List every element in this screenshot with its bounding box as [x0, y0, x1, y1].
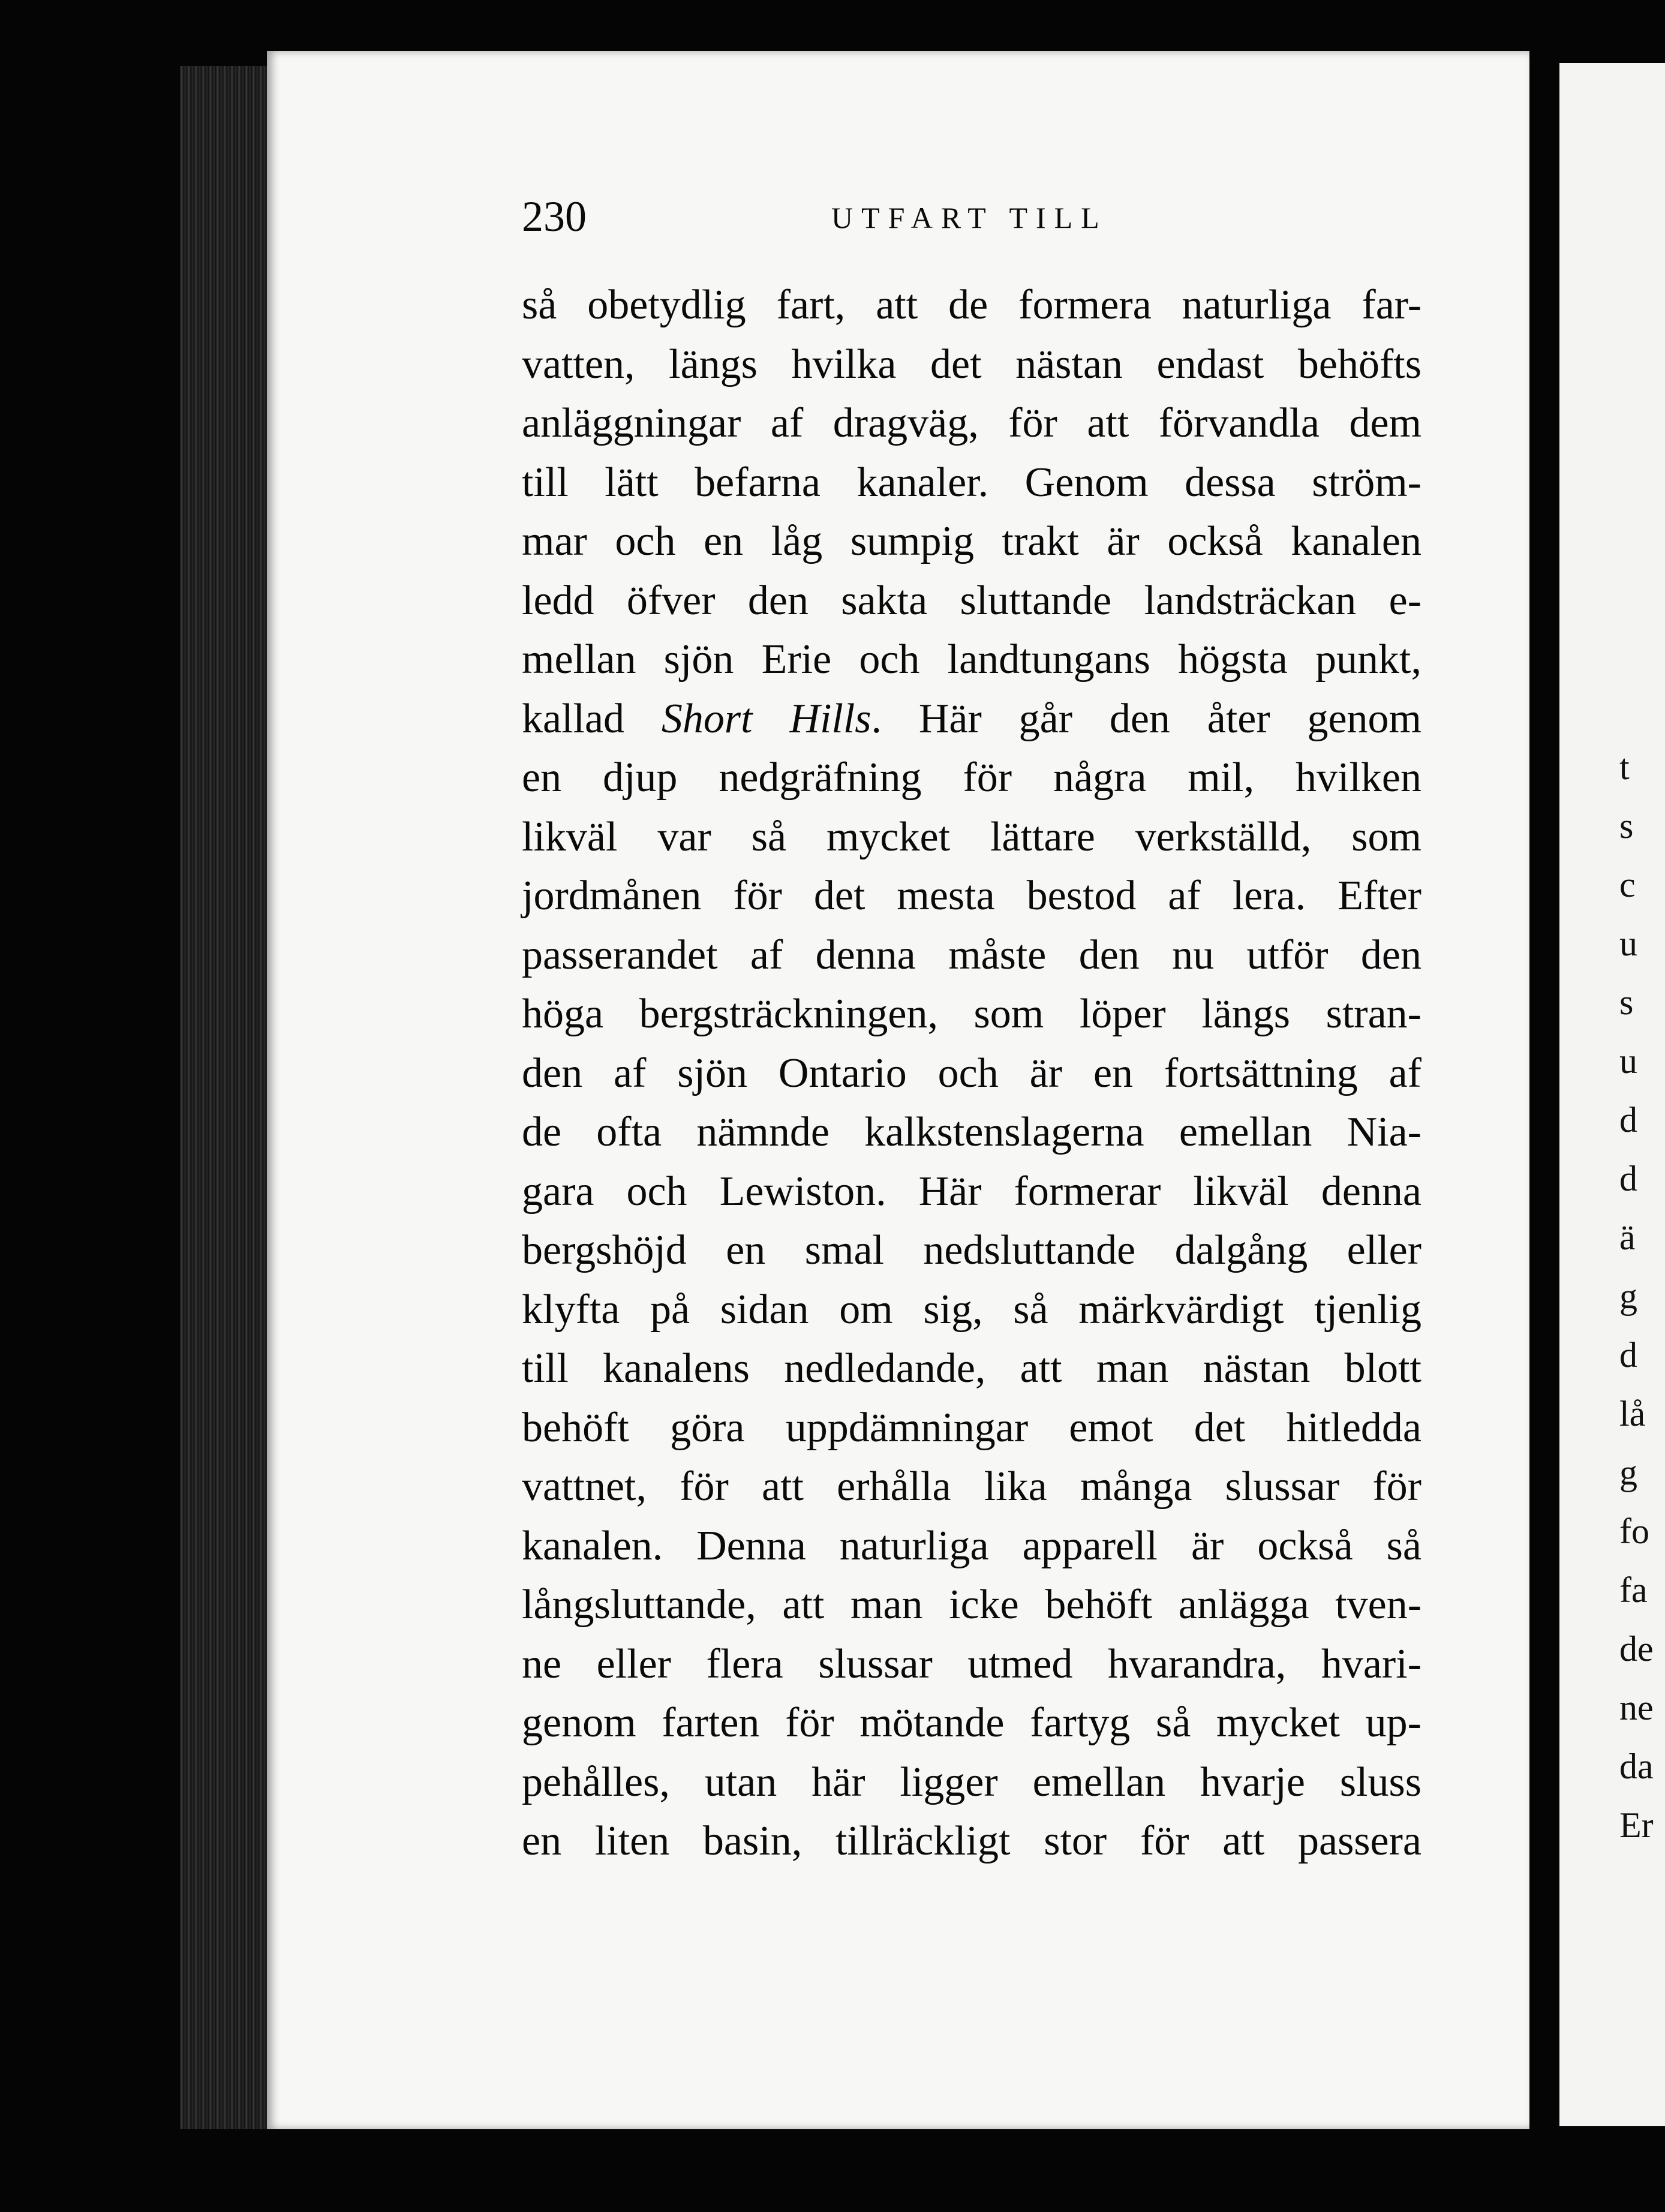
facing-page-fragment: ne: [1619, 1688, 1654, 1727]
text-line: bergshöjd en smal nedsluttande dalgång eller: [522, 1227, 1421, 1273]
facing-page-fragment: c: [1619, 865, 1636, 904]
facing-page-fragment: g: [1619, 1453, 1637, 1492]
text-line: pehålles, utan här ligger emellan hvarje sluss: [522, 1759, 1421, 1805]
facing-page-fragment: fa: [1619, 1570, 1648, 1610]
facing-page-fragment: d: [1619, 1159, 1637, 1198]
text-line: ne eller flera slussar utmed hvarandra, hvari-: [522, 1640, 1421, 1687]
facing-page-fragment: lå: [1619, 1394, 1646, 1433]
text-line: passerandet af denna måste den nu utför den: [522, 931, 1421, 978]
text-segment: kallad: [522, 695, 662, 742]
text-line: kanalen. Denna naturliga apparell är också så: [522, 1522, 1421, 1569]
text-line: behöft göra uppdämningar emot det hitledda: [522, 1404, 1421, 1451]
body-text: [522, 276, 1421, 1871]
facing-page-fragment: u: [1619, 924, 1637, 963]
facing-page-fragment: g: [1619, 1276, 1637, 1316]
text-line: så obetydlig fart, att de formera naturliga far-: [522, 282, 1421, 328]
facing-page-fragment: s: [1619, 806, 1634, 846]
facing-page-fragment: de: [1619, 1629, 1654, 1669]
text-line: jordmånen för det mesta bestod af lera. Efter: [522, 873, 1421, 919]
text-line: höga bergsträckningen, som löper längs stran-: [522, 991, 1421, 1037]
text-line: de ofta nämnde kalkstenslagerna emellan Nia-: [522, 1109, 1421, 1155]
text-line: likväl var så mycket lättare verkställd, som: [522, 813, 1421, 860]
facing-page-fragment: ä: [1619, 1218, 1636, 1257]
facing-page-fragment: s: [1619, 982, 1634, 1022]
facing-page-fragment: d: [1619, 1335, 1637, 1375]
running-head: UTFART TILL: [831, 201, 1108, 235]
text-line: ledd öfver den sakta sluttande landsträckan e-: [522, 577, 1421, 624]
text-line: gara och Lewiston. Här formerar likväl denna: [522, 1168, 1421, 1215]
text-line: mellan sjön Erie och landtungans högsta punkt,: [522, 636, 1421, 683]
facing-page-fragment: u: [1619, 1041, 1637, 1081]
text-line: till kanalens nedledande, att man nästan blott: [522, 1345, 1421, 1391]
text-line: den af sjön Ontario och är en fortsättning af: [522, 1050, 1421, 1096]
text-line: vatten, längs hvilka det nästan endast behöfts: [522, 341, 1421, 387]
text-line: en djup nedgräfning för några mil, hvilken: [522, 755, 1421, 801]
text-line: anläggningar af dragväg, för att förvandla dem: [522, 400, 1421, 446]
text-segment: . Här går den åter genom: [871, 695, 1422, 742]
facing-page-text: [1619, 738, 1665, 1855]
text-line: långsluttande, att man icke behöft anlägga tven-: [522, 1582, 1421, 1628]
text-line: mar och en låg sumpig trakt är också kanalen: [522, 518, 1421, 564]
text-line: vattnet, för att erhålla lika många slussar för: [522, 1463, 1421, 1510]
facing-page-fragment: t: [1619, 747, 1630, 787]
page-header: [522, 192, 1421, 246]
book-page-edges: [180, 66, 270, 2129]
text-line: till lätt befarna kanaler. Genom dessa ström-: [522, 459, 1421, 506]
page-number: 230: [522, 193, 587, 241]
facing-page-fragment: d: [1619, 1100, 1637, 1140]
facing-page-fragment: Er: [1619, 1805, 1654, 1845]
text-line: klyfta på sidan om sig, så märkvärdigt tjenlig: [522, 1286, 1421, 1333]
text-line: [522, 690, 1421, 749]
italic-place-name: Short Hills: [661, 695, 871, 742]
text-line: genom farten för mötande fartyg så mycket up-: [522, 1700, 1421, 1746]
text-line: en liten basin, tillräckligt stor för att passera: [522, 1818, 1421, 1864]
facing-page-fragment: da: [1619, 1747, 1654, 1786]
facing-page-fragment: fo: [1619, 1511, 1649, 1551]
